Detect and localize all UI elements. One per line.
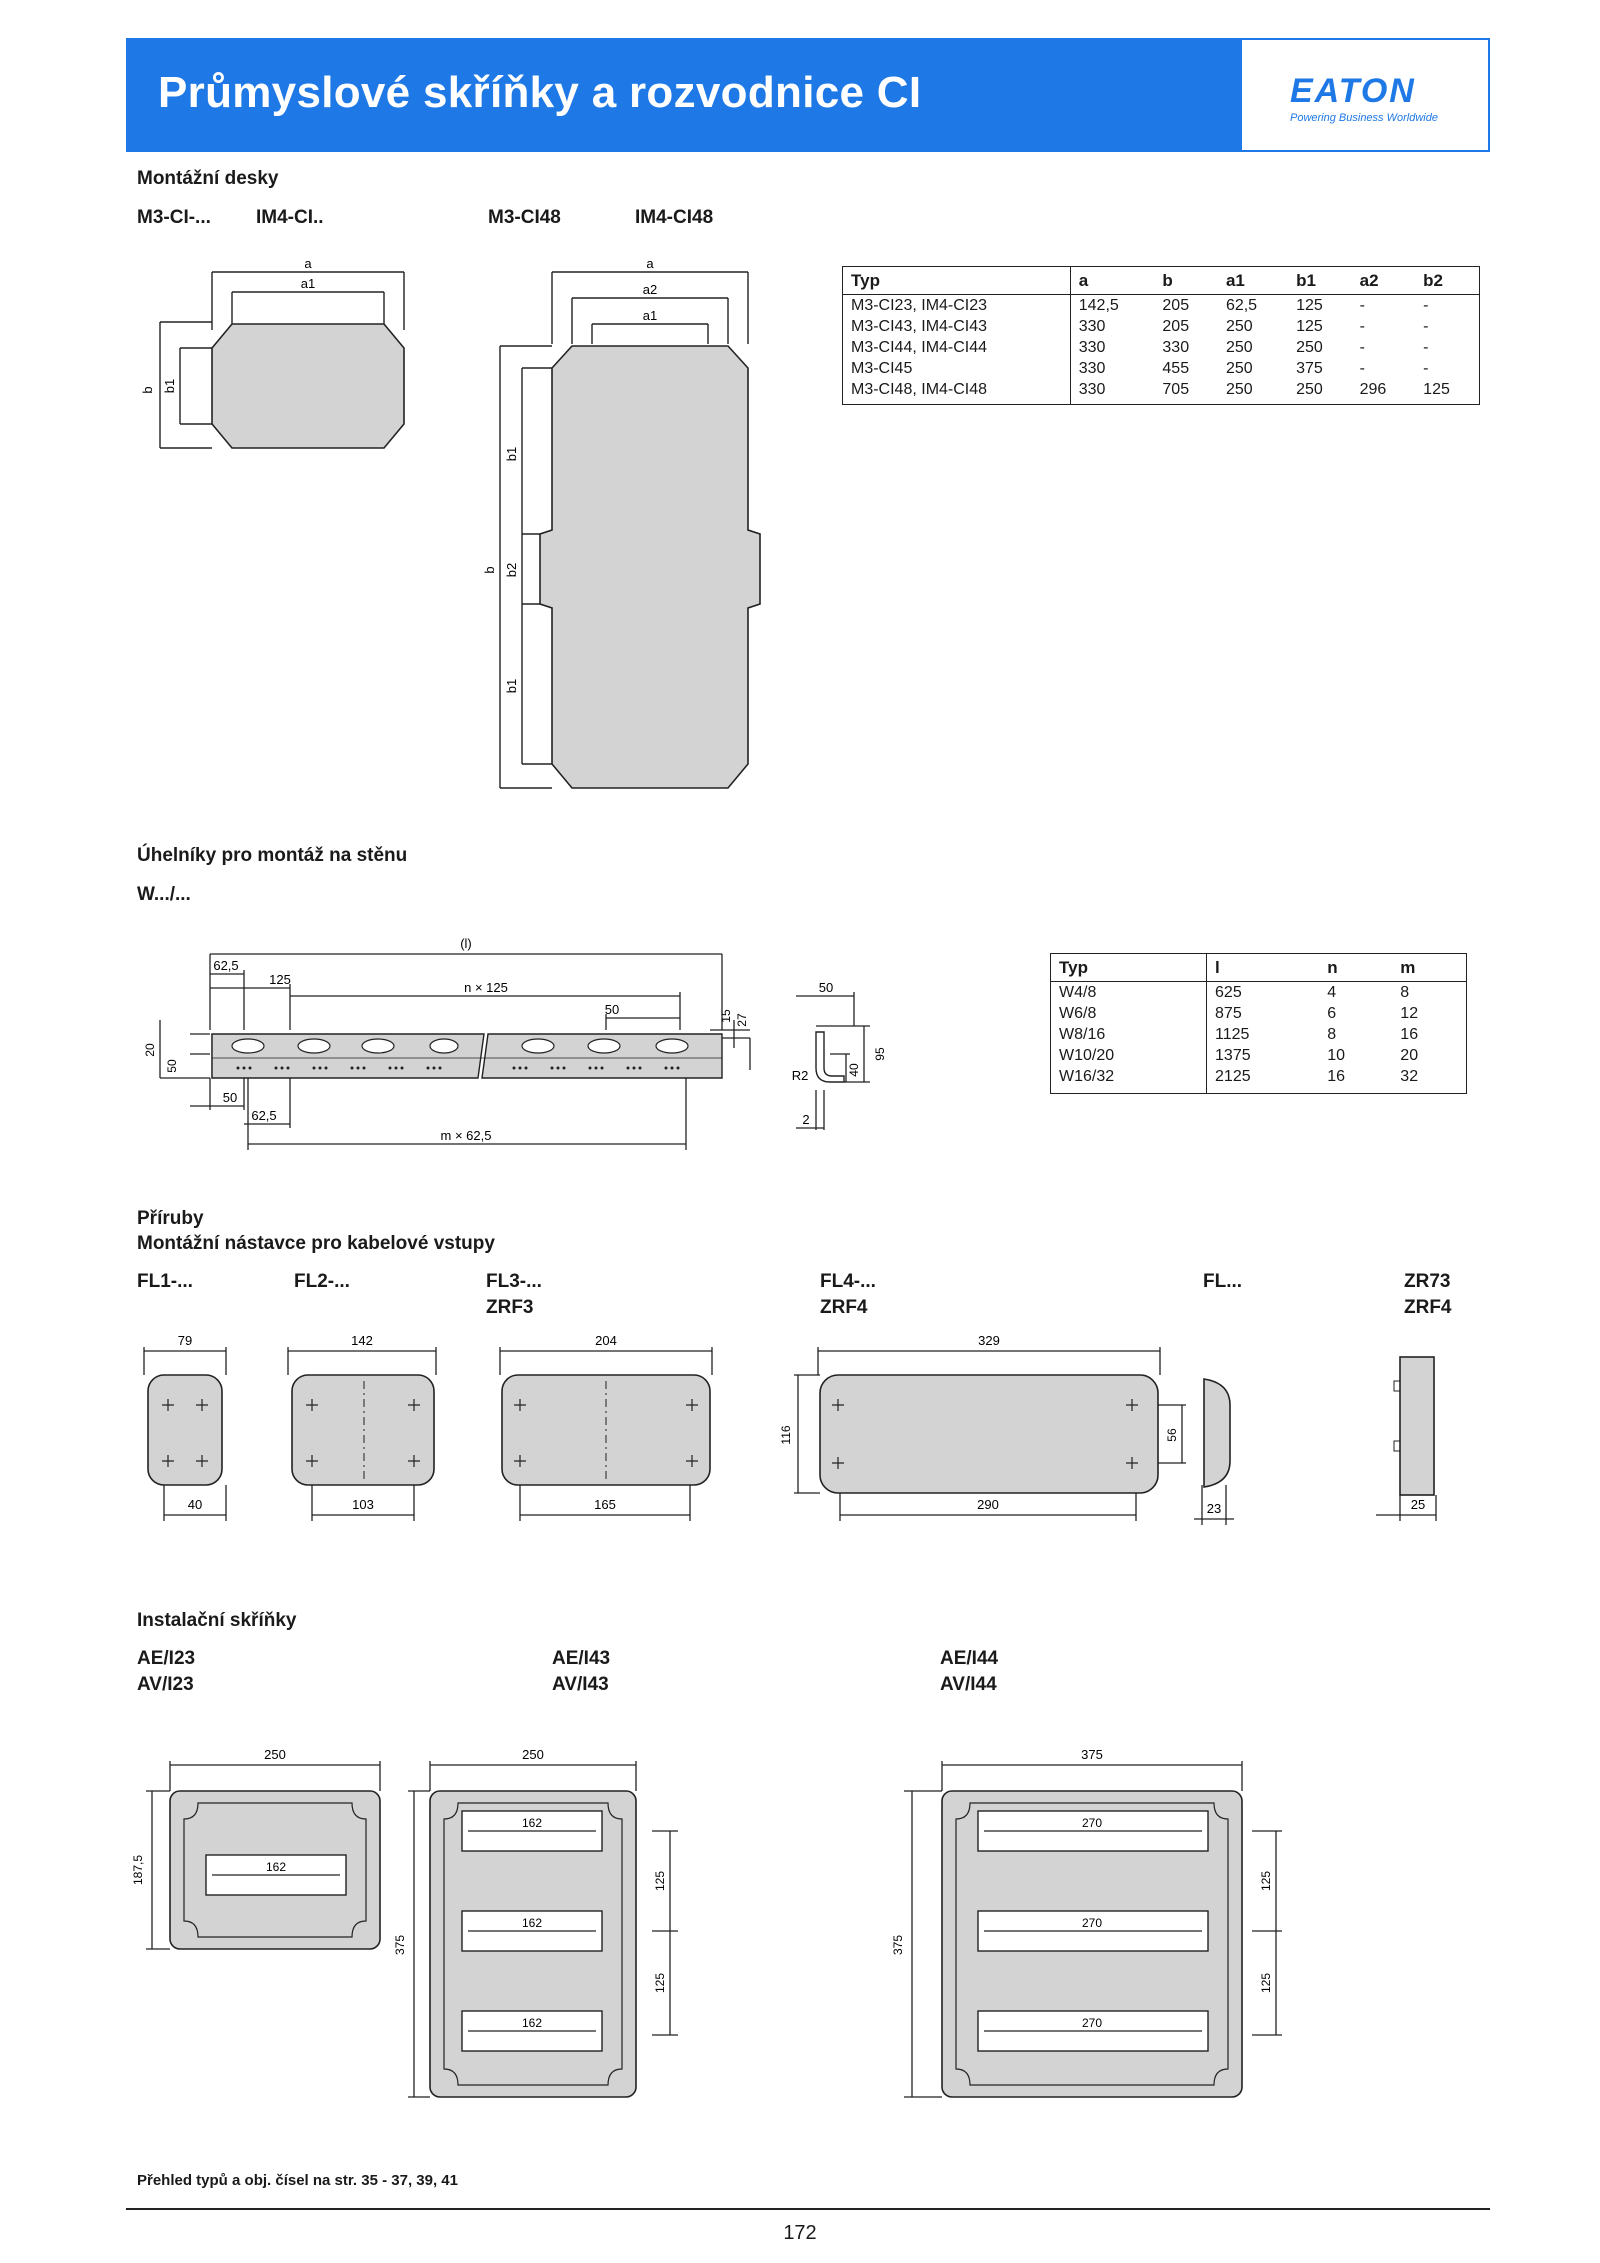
logo-wordmark: EATON (1290, 72, 1416, 110)
dim-fl4-w: 329 (978, 1333, 1000, 1348)
cell: 1125 (1215, 1026, 1250, 1043)
label-fl: FL... (1203, 1271, 1243, 1292)
profile-dim-40: 40 (847, 1063, 861, 1077)
cell: 205 (1162, 297, 1190, 314)
cell: 205 (1162, 318, 1190, 335)
wall-bracket-drawing (130, 930, 910, 1170)
dim-i43-pitch-2: 125 (653, 1972, 667, 1994)
dim-a1-large: a1 (642, 308, 658, 323)
th-b: b (1154, 267, 1218, 295)
dim-i44-pitch-2: 125 (1259, 1972, 1273, 1994)
cell: 375 (1296, 360, 1323, 377)
cell: M3-CI48, IM4-CI48 (843, 379, 1071, 405)
cell: 250 (1225, 318, 1253, 335)
dim-fl2-h: 103 (352, 1497, 374, 1512)
cell: 705 (1162, 381, 1190, 398)
cell: 6 (1327, 1005, 1337, 1022)
dim-a1: a1 (300, 276, 316, 291)
dim-62-5-bottom: 62,5 (251, 1108, 277, 1123)
dim-a: a (304, 256, 312, 271)
dim-fl-depth: 23 (1206, 1501, 1222, 1516)
profile-dim-r2: R2 (791, 1068, 809, 1083)
dim-50-bottom: 50 (222, 1090, 238, 1105)
table-row (843, 316, 1480, 337)
dim-i43-height: 375 (393, 1934, 407, 1956)
cell: M3-CI45 (843, 358, 1071, 379)
table-row (1051, 1045, 1467, 1066)
footer-divider (126, 2208, 1490, 2210)
cell: 330 (1078, 318, 1106, 335)
label-zrf4: ZRF4 (820, 1297, 868, 1318)
label-im4-ci48: IM4-CI48 (635, 207, 714, 228)
mounting-plates-table (842, 266, 1480, 405)
wall-brackets-table (1050, 953, 1467, 1094)
label-fl2: FL2-... (294, 1271, 350, 1292)
dim-fl4-v2: 56 (1165, 1428, 1179, 1442)
cell: W10/20 (1051, 1045, 1207, 1066)
dim-i23-width: 250 (264, 1747, 286, 1762)
label-av-i43: AV/I43 (552, 1674, 609, 1695)
cell: - (1423, 318, 1429, 335)
dim-fl1-h: 40 (187, 1497, 203, 1512)
cell: 250 (1296, 381, 1323, 398)
th-a1: a1 (1218, 267, 1288, 295)
label-av-i23: AV/I23 (137, 1674, 194, 1695)
label-ae-i43: AE/I43 (552, 1648, 611, 1669)
cell: 125 (1423, 381, 1450, 398)
label-ae-i44: AE/I44 (940, 1648, 999, 1669)
dim-50-left: 50 (165, 1059, 179, 1073)
dim-15: 15 (719, 1009, 733, 1023)
cell: W6/8 (1051, 1003, 1207, 1024)
section-title-flanges: Příruby (137, 1208, 204, 1229)
dim-50-top: 50 (604, 1002, 620, 1017)
table-row (843, 379, 1480, 405)
section-title-install-boxes: Instalační skříňky (137, 1610, 297, 1631)
cell: 2125 (1215, 1068, 1251, 1085)
cell: 4 (1327, 984, 1337, 1001)
section-title-wall-brackets: Úhelníky pro montáž na stěnu (137, 845, 408, 866)
dim-b1: b1 (162, 378, 177, 394)
table-row (1051, 1066, 1467, 1094)
profile-dim-2: 2 (802, 1112, 810, 1127)
dim-b1-bottom: b1 (504, 678, 519, 694)
mounting-plate-large-drawing (470, 250, 790, 810)
table-row (1051, 982, 1467, 1004)
label-fl4: FL4-... (820, 1271, 876, 1292)
label-zrf3: ZRF3 (486, 1297, 534, 1318)
table-row (1051, 1024, 1467, 1045)
cell: 875 (1215, 1005, 1242, 1022)
cell: 250 (1225, 381, 1253, 398)
cell: 62,5 (1225, 297, 1258, 314)
profile-dim-95: 95 (873, 1047, 887, 1061)
th-typ: Typ (843, 267, 1071, 295)
page-number: 172 (783, 2222, 817, 2244)
dim-i23-height: 187,5 (131, 1854, 145, 1886)
cell: 125 (1296, 297, 1323, 314)
eaton-logo (1242, 40, 1488, 150)
dim-zr-depth: 25 (1410, 1497, 1426, 1512)
cell: - (1359, 339, 1365, 356)
label-fl1: FL1-... (137, 1271, 193, 1292)
cell: 1375 (1215, 1047, 1251, 1064)
table-row (1051, 1003, 1467, 1024)
dim-fl4-h: 290 (977, 1497, 999, 1512)
dim-i44-pitch-1: 125 (1259, 1870, 1273, 1892)
dim-i44-slot-2: 270 (1081, 1916, 1103, 1930)
cell: 32 (1400, 1068, 1419, 1085)
table-row (843, 295, 1480, 317)
cell: 250 (1225, 360, 1253, 377)
dim-i43-pitch-1: 125 (653, 1870, 667, 1892)
dim-fl2-w: 142 (351, 1333, 373, 1348)
cell: 8 (1327, 1026, 1337, 1043)
cell: 330 (1078, 360, 1106, 377)
cell: 142,5 (1078, 297, 1119, 314)
cell: 20 (1400, 1047, 1419, 1064)
cell: 16 (1327, 1068, 1345, 1085)
dim-a2: a2 (642, 282, 658, 297)
dim-27: 27 (735, 1013, 749, 1027)
dim-a-large: a (646, 256, 654, 271)
cell: 330 (1078, 381, 1106, 398)
cell: W16/32 (1051, 1066, 1207, 1094)
logo-tagline: Powering Business Worldwide (1290, 112, 1438, 124)
cell: - (1423, 339, 1429, 356)
cell: 625 (1215, 984, 1242, 1001)
page-title: Průmyslové skříňky a rozvodnice CI (158, 68, 922, 117)
label-zr73: ZR73 (1404, 1271, 1451, 1292)
dim-fl4-v: 116 (779, 1425, 793, 1445)
label-m3-ci: M3-CI-... (137, 207, 211, 228)
dim-i44-height: 375 (891, 1934, 905, 1956)
cell: 250 (1296, 339, 1323, 356)
section-title-mounting-plates: Montážní desky (137, 168, 279, 189)
label-ae-i23: AE/I23 (137, 1648, 196, 1669)
cell: 12 (1400, 1005, 1419, 1022)
dim-i43-slot-3: 162 (521, 2016, 543, 2030)
cell: W8/16 (1051, 1024, 1207, 1045)
dim-i44-slot-3: 270 (1081, 2016, 1103, 2030)
dim-fl3-w: 204 (595, 1333, 617, 1348)
cell: 16 (1400, 1026, 1419, 1043)
dim-b-large: b (482, 566, 497, 574)
profile-dim-50: 50 (818, 980, 834, 995)
cell: 8 (1400, 984, 1410, 1001)
label-im4-ci: IM4-CI.. (256, 207, 324, 228)
dim-m-62-5: m × 62,5 (440, 1128, 492, 1143)
label-zrf4-b: ZRF4 (1404, 1297, 1452, 1318)
cell: W4/8 (1051, 982, 1207, 1004)
label-av-i44: AV/I44 (940, 1674, 997, 1695)
th-b2: b2 (1415, 267, 1479, 295)
table-row (843, 358, 1480, 379)
th-b1: b1 (1288, 267, 1352, 295)
th-a2: a2 (1352, 267, 1416, 295)
dim-l: (l) (460, 936, 472, 951)
dim-125: 125 (269, 972, 291, 987)
cell: 296 (1359, 381, 1387, 398)
cell: 125 (1296, 318, 1323, 335)
th-typ: Typ (1051, 954, 1207, 982)
dim-i43-slot-2: 162 (521, 1916, 543, 1930)
cell: 250 (1225, 339, 1253, 356)
dim-n-125: n × 125 (464, 980, 508, 995)
section-subtitle-flanges: Montážní nástavce pro kabelové vstupy (137, 1233, 495, 1254)
dim-i43-slot-1: 162 (521, 1816, 543, 1830)
cell: - (1359, 297, 1365, 314)
install-boxes-drawing (126, 1735, 1306, 2115)
dim-b2: b2 (504, 562, 519, 578)
cell: 10 (1327, 1047, 1345, 1064)
cell: - (1423, 360, 1429, 377)
cell: - (1359, 360, 1365, 377)
dim-i43-width: 250 (522, 1747, 544, 1762)
page-header (126, 38, 1490, 152)
cell: M3-CI23, IM4-CI23 (843, 295, 1071, 317)
dim-fl1-w: 79 (177, 1333, 193, 1348)
th-l: l (1207, 954, 1320, 982)
table-row (843, 337, 1480, 358)
dim-20: 20 (143, 1043, 157, 1057)
dim-i23-slot: 162 (265, 1860, 287, 1874)
cell: 330 (1078, 339, 1106, 356)
cell: M3-CI43, IM4-CI43 (843, 316, 1071, 337)
label-w: W.../... (137, 884, 191, 905)
dim-i44-width: 375 (1081, 1747, 1103, 1762)
flanges-drawing (130, 1325, 1470, 1525)
dim-b1-top: b1 (504, 446, 519, 462)
cell: M3-CI44, IM4-CI44 (843, 337, 1071, 358)
cell: 330 (1162, 339, 1190, 356)
cell: - (1359, 318, 1365, 335)
th-a: a (1070, 267, 1154, 295)
cell: 455 (1162, 360, 1190, 377)
dim-62-5-top: 62,5 (213, 958, 239, 973)
cell: - (1423, 297, 1429, 314)
label-m3-ci48: M3-CI48 (488, 207, 561, 228)
mounting-plate-small-drawing (120, 250, 440, 450)
label-fl3: FL3-... (486, 1271, 542, 1292)
dim-b: b (140, 386, 155, 394)
dim-i44-slot-1: 270 (1081, 1816, 1103, 1830)
th-m: m (1392, 954, 1466, 982)
dim-fl3-h: 165 (594, 1497, 616, 1512)
footer-note: Přehled typů a obj. čísel na str. 35 - 37, 39, 41 (137, 2172, 458, 2189)
th-n: n (1319, 954, 1392, 982)
